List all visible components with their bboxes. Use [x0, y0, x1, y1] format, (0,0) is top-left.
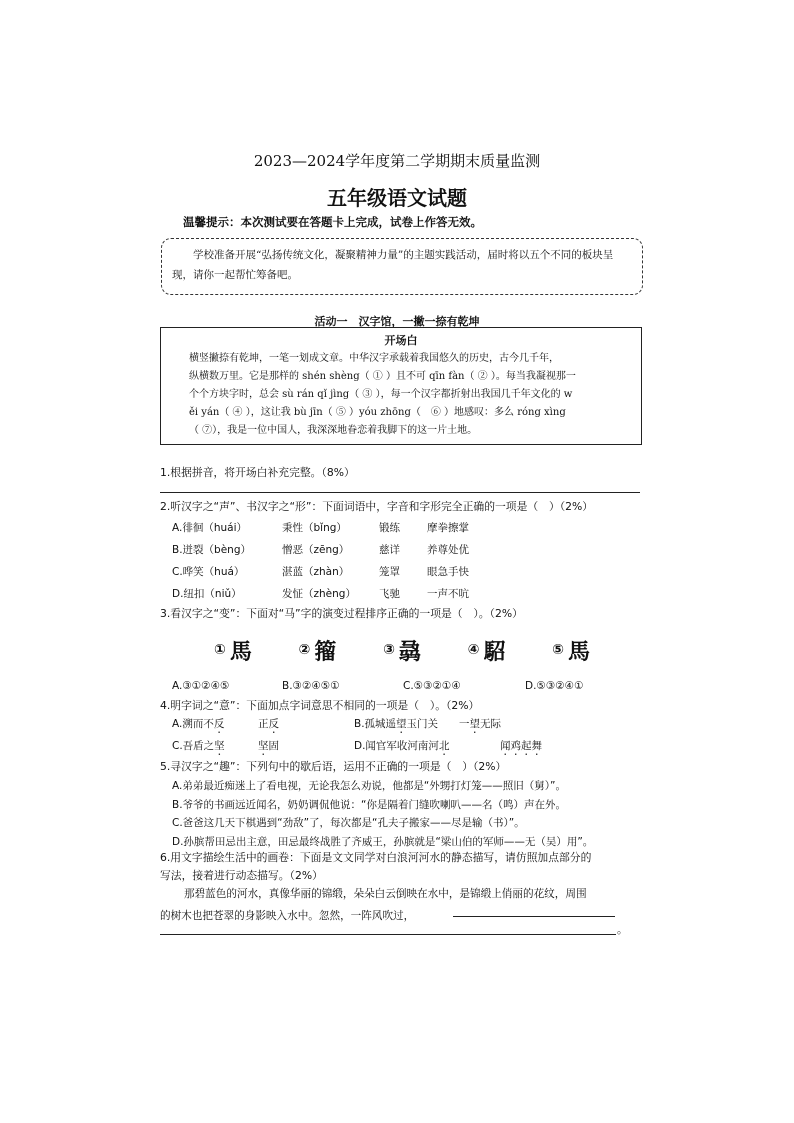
q6-passage-line2: 的树木也把苍翠的身影映入水中。忽然，一阵风吹过，: [160, 910, 415, 922]
horse-evolution-strip: [214, 635, 590, 665]
q2-option-b-1: B.迸裂（bèng）: [172, 544, 251, 556]
answer-blank-line[interactable]: [160, 922, 616, 935]
q4-text: 玉门关 一: [406, 718, 470, 730]
q5-option-d: D.孙膑帮田忌出主意，田忌最终战胜了齐威王，孙膑就是“梁山伯的军师——无（吴）用”。: [172, 836, 594, 848]
evolution-num: ④: [467, 642, 480, 658]
question-3: 3.看汉字之“变”：下面对“马”字的演变过程排序正确的一项是（ ）。（2%）: [160, 607, 523, 620]
evolution-num: ③: [383, 642, 395, 658]
q2-option-a-3: 锻练: [379, 522, 400, 534]
q2-option-d-3: 飞驰: [379, 588, 400, 600]
evolution-item: [299, 635, 337, 666]
q2-option-a-1: A.徘徊（huái）: [172, 522, 247, 534]
q2-option-b-2: 憎恶（zēng）: [282, 544, 350, 556]
question-4: 4.明字词之“意”：下面加点字词意思不相同的一项是（ ）。（2%）: [160, 699, 480, 712]
q2-option-b-3: 慈详: [379, 544, 400, 556]
q2-option-c-2: 湛蓝（zhàn）: [282, 566, 350, 578]
intro-text: 学校准备开展“弘扬传统文化，凝聚精神力量”的主题实践活动，届时将以五个不同的板块呈现，请你一起帮忙筹备吧。: [172, 249, 614, 281]
opening-text: [169, 350, 633, 440]
opening-box: [160, 327, 642, 445]
opening-title: 开场白: [384, 334, 418, 347]
evolution-item: [214, 635, 252, 666]
q5-option-a: A.弟弟最近痴迷上了看电视，无论我怎么劝说，他都是“外甥打灯笼——照旧（舅）”。: [172, 780, 566, 792]
question-6-line2: 写法，接着进行动态描写。（2%）: [160, 869, 323, 882]
q4-text: 正: [258, 718, 269, 730]
q4-text: B.孤城遥: [354, 718, 397, 730]
q4-text: 固: [268, 740, 279, 752]
opening-line: （ ⑦），我是一位中国人，我深深地眷恋着我脚下的这一片土地。: [189, 425, 478, 436]
opening-line: 横竖撇捺有乾坤，一笔一划成文章。中华汉字承载着我国悠久的历史，古今几千年，: [189, 353, 559, 364]
q3-option-b: B.③②④⑤①: [282, 680, 340, 692]
evolution-glyph: 骉: [398, 638, 421, 665]
divider: [160, 492, 640, 493]
q4-dotted-char: 反: [213, 718, 225, 730]
evolution-glyph: 馬: [567, 638, 590, 665]
q4-dotted-char: 坚: [214, 740, 225, 752]
q4-text: D.闻官军收河南河: [354, 740, 439, 752]
q4-text: C.吾盾之: [172, 740, 215, 752]
q3-option-a: A.③①②④⑤: [172, 680, 230, 692]
q3-option-c: C.⑤③②①④: [403, 680, 461, 692]
evolution-glyph: 駋: [483, 638, 506, 665]
opening-line: ěi yán（ ④ ），这让我 bù jīn（ ⑤ ）yóu zhōng（ ⑥ ）地感叹：多么 róng xìng: [189, 407, 566, 418]
evolution-item: [552, 635, 590, 666]
q4-option-b: [354, 716, 501, 736]
evolution-num: ②: [298, 642, 311, 658]
q2-option-b-4: 养尊处优: [427, 544, 469, 556]
question-2: 2.听汉字之“声”、书汉字之“形”：下面词语中，字音和字形完全正确的一项是（ ）（2%）: [160, 500, 594, 513]
q2-option-c-3: 笼罩: [379, 566, 400, 578]
answer-blank[interactable]: [453, 904, 615, 917]
q2-option-a-4: 摩拳擦掌: [427, 522, 469, 534]
q5-option-b: B.爷爷的书画远近闻名，奶奶调侃他说：“你是隔着门缝吹喇叭——名（鸣）声在外。: [172, 799, 566, 811]
q4-dotted-char: 坚: [258, 740, 269, 752]
q2-option-c-4: 眼急手快: [427, 566, 469, 578]
q4-dotted-char: 北: [438, 740, 450, 752]
opening-line: 个个方块字时，总会 sù rán qǐ jìng（ ③ ），每一个汉字都折射出我国几千年文化的 w: [189, 389, 573, 400]
evolution-item: [468, 635, 506, 666]
exam-title: 2023—2024学年度第二学期期末质量监测: [253, 152, 541, 170]
question-6: 6.用文字描绘生活中的画卷：下面是文文同学对白浪河河水的静态描写，请仿照加点部分的: [160, 851, 592, 864]
q4-option-c: [172, 738, 225, 758]
question-1: 1.根据拼音，将开场白补充完整。（8%）: [160, 466, 355, 479]
evolution-glyph: 籀: [314, 638, 337, 665]
evolution-num: ①: [214, 642, 226, 658]
q2-option-d-4: 一声不吭: [427, 588, 469, 600]
q6-passage-line1: 那碧蓝色的河水，真像华丽的锦缎，朵朵白云倒映在水中，是锦缎上俏丽的花纹，周围: [184, 888, 587, 900]
notice: 温馨提示：本次测试要在答题卡上完成，试卷上作答无效。: [183, 215, 482, 229]
evolution-num: ⑤: [552, 642, 564, 658]
q4-option-d-2: [500, 738, 542, 758]
q2-option-a-2: 秉性（bǐng）: [282, 522, 347, 534]
q3-option-d: D.⑤③②④①: [525, 680, 584, 692]
q4-text: A.溯而不: [172, 718, 214, 730]
q4-dotted-char: 反: [268, 718, 279, 730]
q4-option-d: [354, 738, 449, 758]
activity-title: 活动一 汉字馆，一撇一捺有乾坤: [314, 315, 480, 328]
q4-dotted-char: 闻鸡起舞: [500, 740, 542, 752]
q4-option-a: [172, 716, 224, 736]
q2-option-d-1: D.纽扣（niǔ）: [172, 588, 242, 600]
q2-option-d-2: 发怔（zhèng）: [282, 588, 356, 600]
intro-box: [161, 238, 643, 295]
evolution-glyph: 馬: [229, 638, 252, 665]
question-5: 5.寻汉字之“趣”：下列句中的歇后语，运用不正确的一项是（ ）（2%）: [160, 760, 507, 773]
q4-dotted-char: 望: [469, 718, 481, 730]
q5-option-c: C.爸爸这几天下棋遇到“劲敌”了，每次都是“孔夫子搬家——尽是输（书）”。: [172, 817, 525, 829]
q4-option-a-2: [258, 716, 279, 736]
q4-dotted-char: 望: [396, 718, 407, 730]
q4-text: 无际: [480, 718, 502, 730]
q4-option-c-2: [258, 738, 279, 758]
q2-option-c-1: C.哗笑（huá）: [172, 566, 245, 578]
evolution-item: [383, 635, 421, 666]
opening-line: 纵横数万里。它是那样的 shén shèng（ ① ）且不可 qīn fàn（ ② ）。每当我凝视那一: [189, 371, 576, 382]
exam-subtitle: 五年级语文试题: [327, 186, 467, 210]
q6-end-mark: 。: [617, 924, 628, 936]
